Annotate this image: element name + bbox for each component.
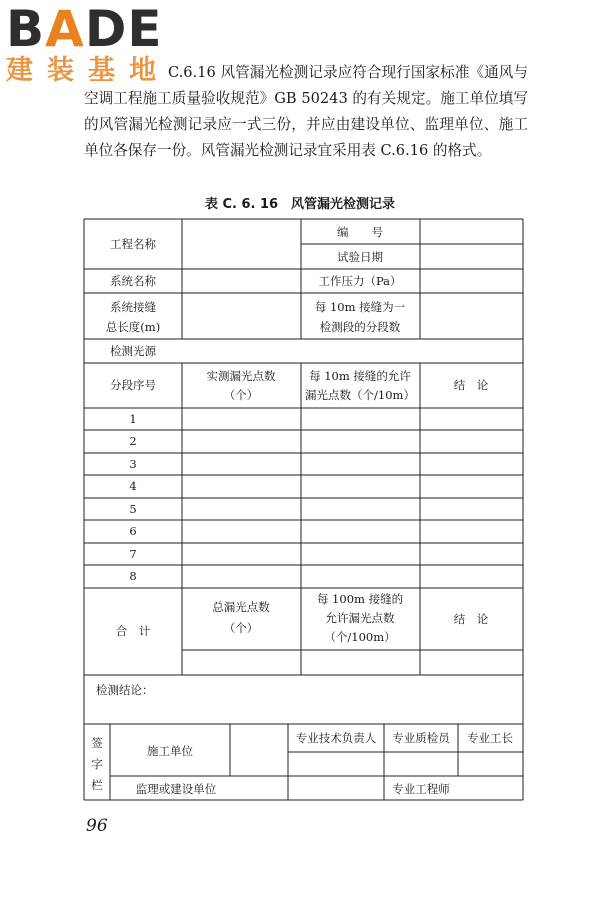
page-number: 96	[86, 816, 108, 836]
segment-number: 6	[129, 524, 137, 538]
label-per10m-2: 检测段的分段数	[319, 320, 401, 334]
label-sign-2: 字	[91, 757, 103, 771]
label-sign-1: 签	[91, 736, 103, 750]
label-total: 合 计	[115, 624, 151, 638]
label-sign-3: 栏	[91, 778, 103, 792]
label-seam-length-2: 总长度(m)	[105, 320, 161, 334]
segment-number: 7	[129, 547, 137, 561]
label-test-date: 试验日期	[337, 250, 383, 264]
label-allowed100-2: 允许漏光点数	[325, 611, 395, 625]
label-working-pressure: 工作压力（Pa）	[318, 274, 402, 288]
label-supervision-unit: 监理或建设单位	[135, 782, 217, 796]
label-construction-unit: 施工单位	[147, 744, 193, 758]
table-title: 表 C. 6. 16 风管漏光检测记录	[204, 197, 396, 212]
segment-number: 4	[129, 479, 137, 493]
segment-number: 5	[129, 502, 137, 516]
label-system-name: 系统名称	[110, 274, 156, 288]
label-total-points-2: （个）	[223, 621, 259, 635]
label-per10m-1: 每 10m 接缝为一	[314, 300, 406, 314]
label-foreman: 专业工长	[467, 731, 513, 745]
label-number: 编 号	[337, 225, 383, 239]
label-engineer: 专业工程师	[392, 782, 450, 796]
label-conclusion-2: 结 论	[453, 612, 489, 626]
label-total-points-1: 总漏光点数	[212, 600, 270, 614]
label-allowed10-2: 漏光点数（个/10m）	[305, 388, 415, 402]
label-qc: 专业质检员	[392, 731, 450, 745]
logo-brand-text: BADE	[6, 0, 163, 58]
label-allowed10-1: 每 10m 接缝的允许	[309, 369, 411, 383]
label-measured-2: （个）	[223, 388, 259, 402]
label-test-conclusion: 检测结论：	[96, 683, 154, 697]
logo-subtitle: 建装基地	[6, 55, 170, 86]
intro-text: C.6.16 风管漏光检测记录应符合现行国家标准《通风与空调工程施工质量验收规范》GB 50243 的有关规定。施工单位填写的风管漏光检测记录应一式三份，并应由建设单位、监理单位、施工单位各保存一份。风管漏光检测记录宜采用表 C.6.16 的格式。	[84, 64, 528, 159]
label-conclusion: 结 论	[453, 378, 489, 392]
label-seam-length-1: 系统接缝	[110, 300, 156, 314]
label-segment-no: 分段序号	[110, 378, 156, 392]
label-measured-1: 实测漏光点数	[206, 369, 276, 383]
label-allowed100-1: 每 100m 接缝的	[316, 592, 404, 606]
label-light-source: 检测光源	[110, 344, 156, 358]
segment-number: 1	[129, 412, 137, 426]
label-project-name: 工程名称	[110, 237, 156, 251]
segment-number: 8	[129, 569, 137, 583]
label-tech-lead: 专业技术负责人	[295, 731, 377, 745]
segment-number: 2	[129, 434, 137, 448]
segment-number: 3	[129, 457, 137, 471]
label-allowed100-3: （个/100m）	[324, 630, 396, 644]
